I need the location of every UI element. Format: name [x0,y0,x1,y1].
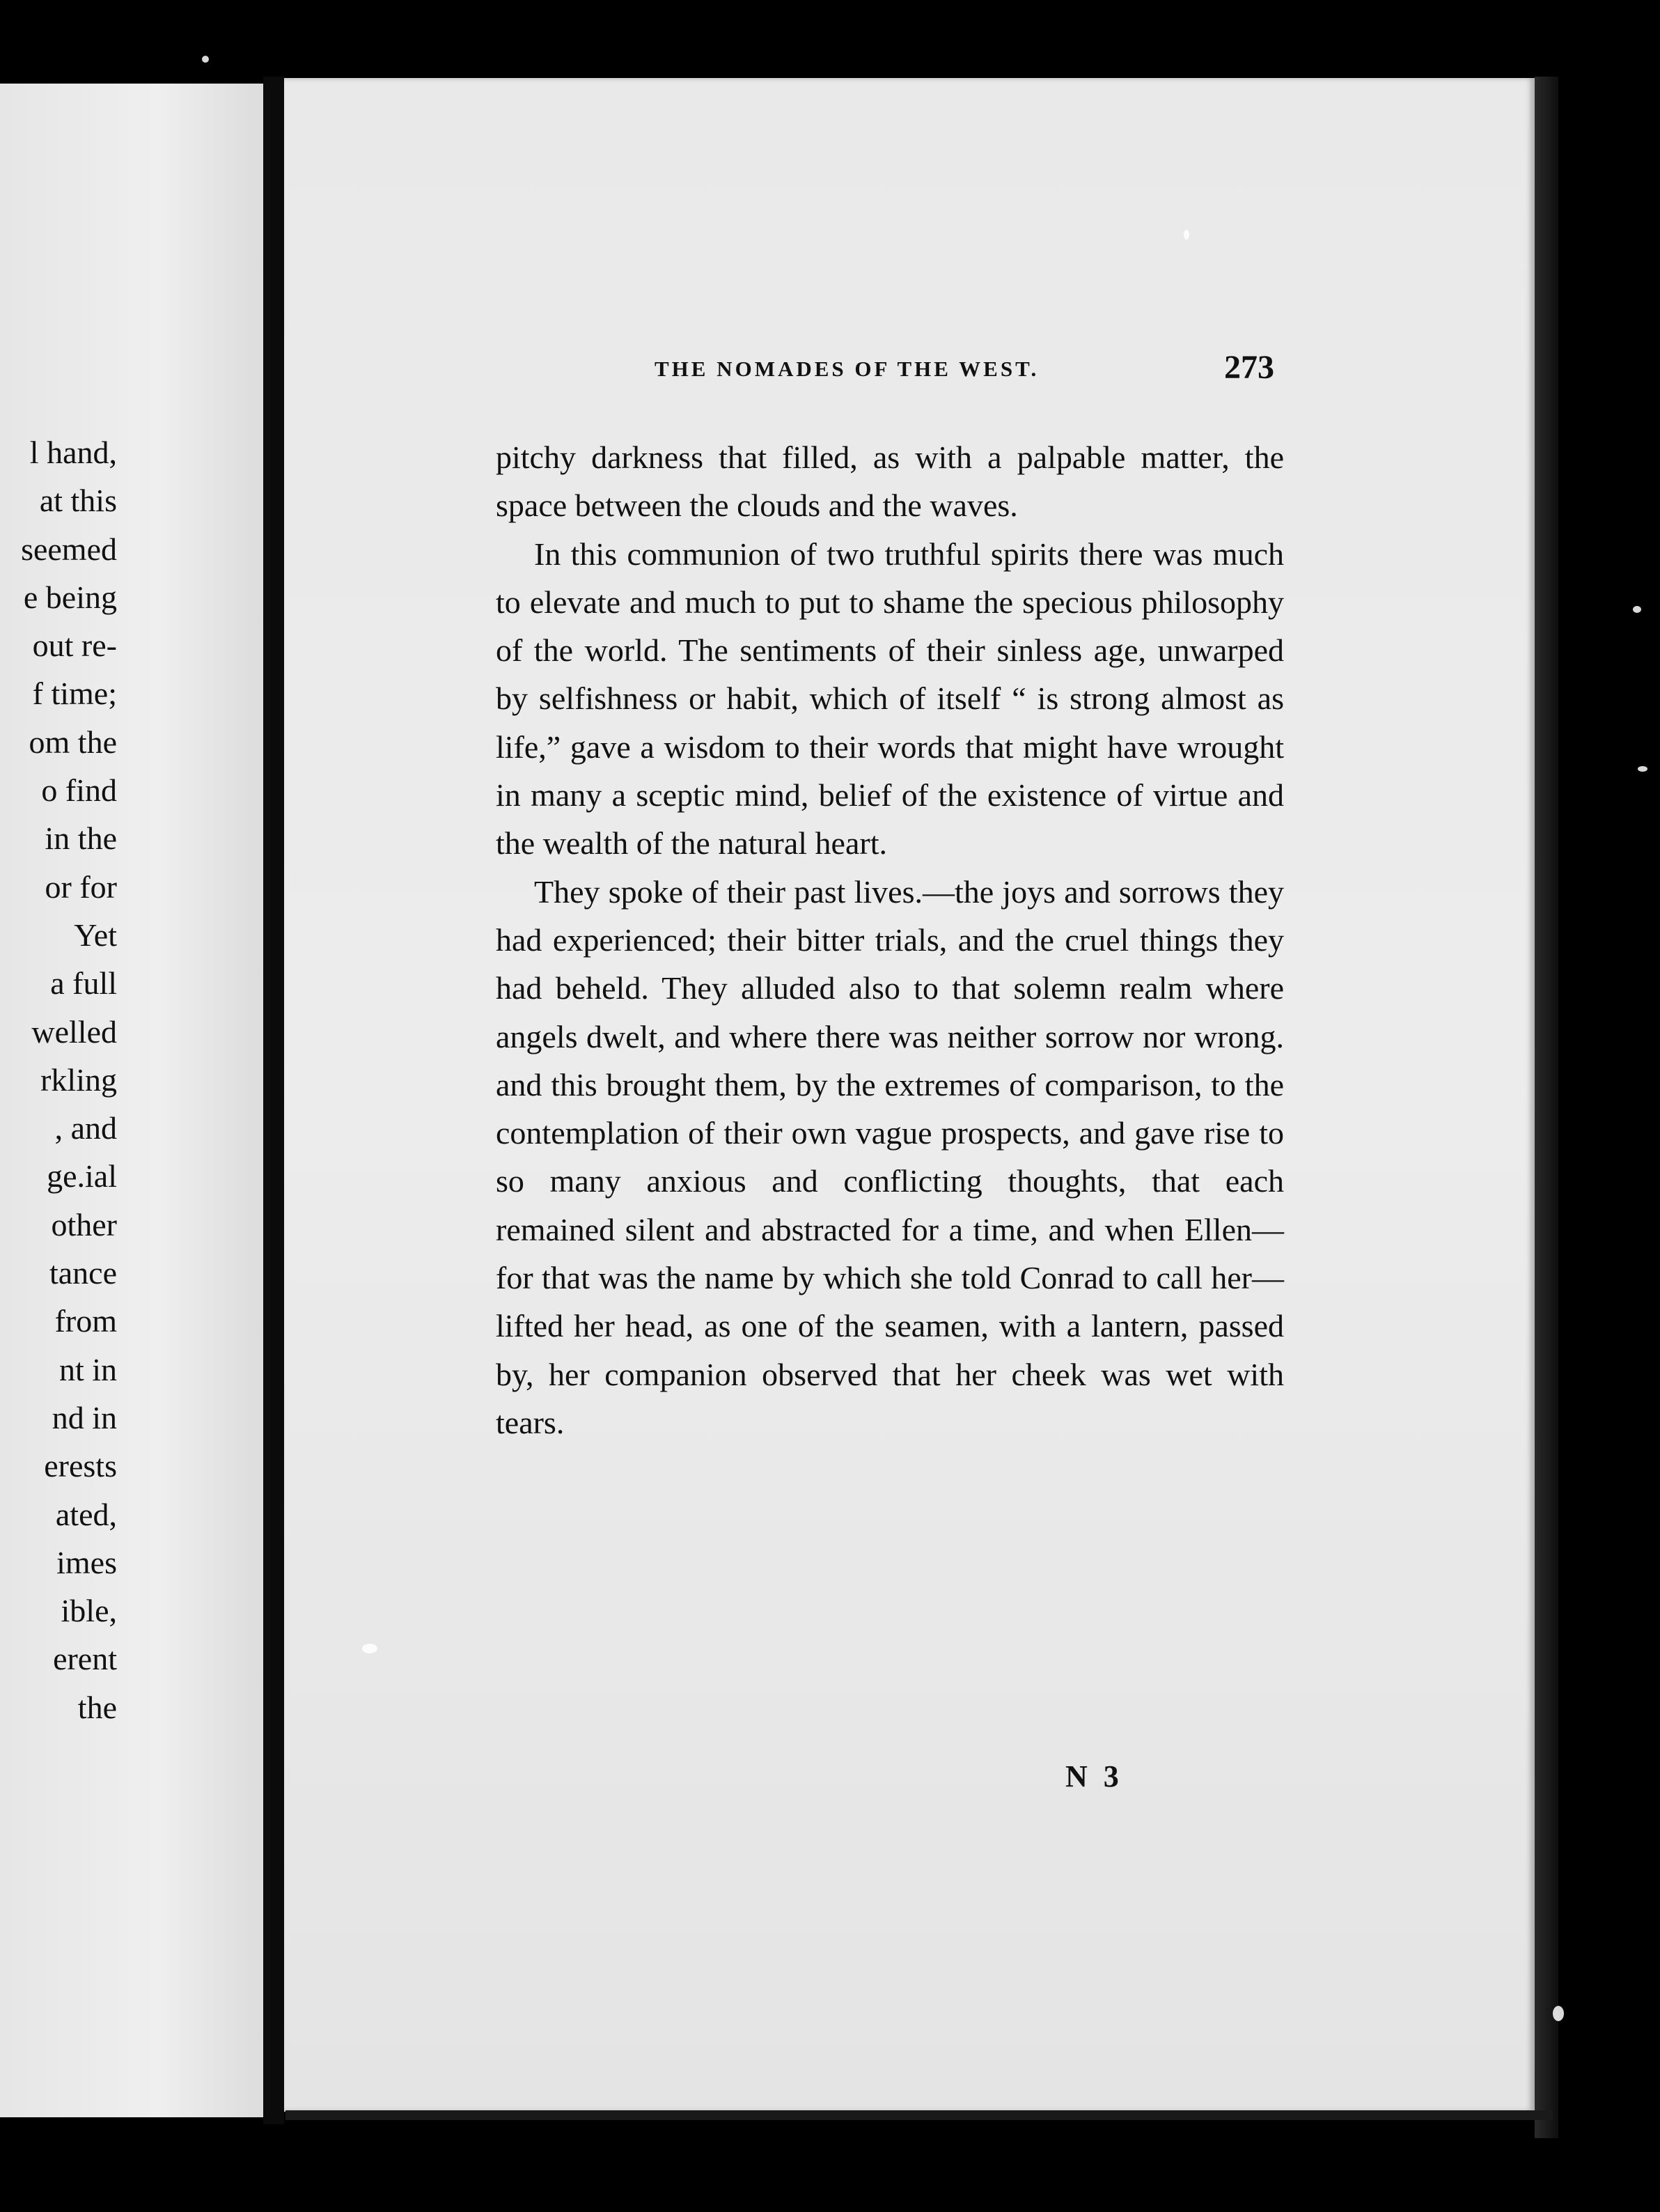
previous-page-line: , and [54,1110,117,1146]
dust-speck [1184,230,1189,240]
page-body-text [496,433,1284,1447]
previous-page-line: tance [49,1255,117,1291]
dust-speck [1553,2006,1564,2021]
paragraph: pitchy darkness that filled, as with a palpable matter, the space between the clouds and the waves. [496,439,1284,524]
previous-page-line: a full [50,965,117,1002]
page-number: 273 [1224,349,1274,386]
running-head: THE NOMADES OF THE WEST. [655,357,1040,381]
dust-speck [1633,606,1641,613]
dust-speck [1638,766,1647,772]
signature-mark: N 3 [1065,1759,1123,1793]
previous-page-line: welled [31,1013,117,1050]
previous-page-line: out re- [32,628,117,664]
page-edge-shadow [1535,77,1558,2138]
previous-page-line: or for [45,869,117,905]
previous-page-line: o find [41,772,117,809]
previous-page-line: erent [53,1641,117,1677]
previous-page-line: e being [23,579,117,615]
previous-page-line: in the [45,820,117,857]
previous-page-line: ge.ial [47,1158,117,1194]
previous-page-line: imes [56,1544,117,1580]
previous-page-line: l hand, [29,435,117,470]
page-bottom-edge [285,2110,1553,2120]
previous-page-line: ated, [55,1496,117,1532]
previous-page-line: the [77,1689,117,1725]
previous-page-line: at this [39,483,117,519]
previous-page-line: erests [44,1448,117,1484]
dust-speck [362,1644,377,1653]
previous-page-line: other [51,1206,117,1243]
previous-page-line: rkling [40,1061,117,1098]
previous-page-line: nd in [52,1399,117,1435]
dust-speck [202,56,209,63]
previous-page-line: seemed [21,531,117,567]
previous-page-line: ible, [61,1593,117,1629]
paragraph: In this communion of two truthful spirits there was much to elevate and much to put to shame the specious philosophy of the world. The sentiments of their sinless age, unwarped by selfishness or habit, which of itself “ is strong almost as life,” gave a wisdom to their words that might have wrought in many a sceptic mind, belief of the existence of virtue and the wealth of the natural heart. [496,536,1284,862]
book-gutter [263,77,284,2124]
previous-page-text [0,428,117,1731]
previous-page-line: Yet [74,917,117,953]
paragraph: They spoke of their past lives.—the joys and sorrows they had experienced; their bitter trials, and the cruel things they had beheld. They alluded also to that solemn realm where angels dwelt, and where there was neither sorrow nor wrong. and this brought them, by the extremes of comparison, to the contemplation of their own vague prospects, and gave rise to so many anxious and conflicting thoughts, that each remained silent and abstracted for a time, and when Ellen— for that was the name by which she told Conrad to call her—lifted her head, as one of the seamen, with a lantern, passed by, her companion observed that her cheek was wet with tears. [496,873,1284,1440]
previous-page-line: f time; [32,676,117,712]
previous-page-line: from [54,1303,117,1339]
previous-page-line: nt in [58,1351,117,1387]
previous-page-line: om the [29,724,117,760]
